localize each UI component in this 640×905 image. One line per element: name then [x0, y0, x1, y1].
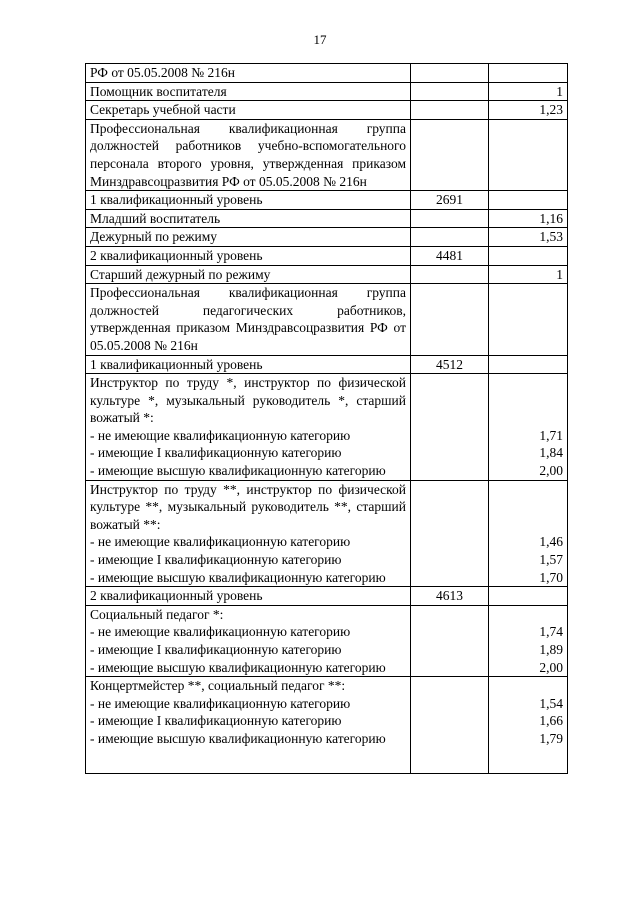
coefficient-cell: [489, 101, 568, 120]
position-text: - имеющие высшую квалификационную категорию: [90, 463, 386, 479]
coefficient-cell: [489, 246, 568, 265]
coefficient-value: 1: [556, 266, 563, 282]
position-text: 2 квалификационный уровень: [90, 247, 263, 263]
position-text: Помощник воспитателя: [90, 83, 227, 99]
position-text: 1 квалификационный уровень: [90, 356, 263, 372]
base-salary-cell: [411, 64, 489, 83]
position-cell: [86, 265, 411, 284]
coefficient-value: 1,84: [539, 445, 563, 461]
position-cell: [86, 677, 411, 774]
coefficient-value: 1: [556, 83, 563, 99]
table-row: [86, 265, 568, 284]
table-row: [86, 355, 568, 374]
position-text: - имеющие I квалификационную категорию: [90, 713, 342, 729]
position-text: - имеющие высшую квалификационную категорию: [90, 730, 386, 746]
coefficient-cell: [489, 355, 568, 374]
coefficient-value: 1,89: [539, 642, 563, 657]
coefficient-cell: [489, 605, 568, 676]
base-salary-cell: [411, 119, 489, 190]
coefficient-cell: [489, 284, 568, 355]
position-text: 1 квалификационный уровень: [90, 192, 263, 208]
base-salary-cell: [411, 82, 489, 101]
page-number: 17: [313, 32, 327, 47]
base-salary-cell: [411, 677, 489, 774]
position-cell: [86, 605, 411, 676]
base-salary-cell: [411, 605, 489, 676]
position-text: - не имеющие квалификационную категорию: [90, 427, 351, 443]
coefficient-spacer: [493, 677, 563, 695]
table-row: [86, 209, 568, 228]
position-text: Инструктор по труду *, инструктор по физической культуре *, музыкальный руководитель *, старший вожатый *:: [90, 375, 406, 426]
coefficient-value: 1,16: [539, 210, 563, 226]
position-text: - имеющие высшую квалификационную категорию: [90, 659, 386, 675]
position-cell: [86, 587, 411, 606]
position-text: Младший воспитатель: [90, 210, 221, 226]
table-row: [86, 119, 568, 190]
coefficient-value: 1,70: [539, 569, 563, 585]
coefficient-cell: [489, 374, 568, 481]
table-row: [86, 228, 568, 247]
coefficient-spacer: [493, 481, 563, 534]
base-salary-cell: 4481: [411, 246, 489, 265]
position-cell: [86, 228, 411, 247]
coefficient-cell: [489, 119, 568, 190]
coefficient-cell: [489, 82, 568, 101]
coefficient-value: 1,57: [539, 552, 563, 568]
position-text: Секретарь учебной части: [90, 102, 236, 118]
coefficient-value: 2,00: [539, 659, 563, 675]
position-cell: [86, 209, 411, 228]
coefficient-cell: [489, 64, 568, 83]
position-text: - не имеющие квалификационную категорию: [90, 624, 351, 640]
base-salary-cell: [411, 228, 489, 247]
base-salary-cell: [411, 374, 489, 481]
position-cell: [86, 284, 411, 355]
base-salary-cell: [411, 209, 489, 228]
position-cell: [86, 246, 411, 265]
table-row: [86, 587, 568, 606]
table-row: [86, 677, 568, 774]
table-row: [86, 284, 568, 355]
position-text: 2 квалификационный уровень: [90, 588, 263, 604]
base-salary-cell: [411, 101, 489, 120]
base-salary-cell: [411, 265, 489, 284]
position-cell: [86, 119, 411, 190]
position-text: - имеющие I квалификационную категорию: [90, 445, 342, 461]
coefficient-cell: [489, 228, 568, 247]
position-text: Социальный педагог *:: [90, 606, 224, 622]
base-salary-cell: 2691: [411, 191, 489, 210]
coefficient-cell: [489, 480, 568, 587]
coefficient-value: 1,23: [539, 102, 563, 118]
position-cell: [86, 355, 411, 374]
coefficient-cell: [489, 265, 568, 284]
position-cell: [86, 101, 411, 120]
position-text: Дежурный по режиму: [90, 229, 218, 245]
table-row: [86, 246, 568, 265]
position-text: - имеющие I квалификационную категорию: [90, 552, 342, 568]
coefficient-cell: [489, 209, 568, 228]
table-row: [86, 191, 568, 210]
table-row: [86, 64, 568, 83]
coefficient-value: 1,54: [539, 695, 563, 711]
position-text: - не имеющие квалификационную категорию: [90, 534, 351, 550]
table-body: [86, 64, 568, 774]
coefficient-cell: [489, 191, 568, 210]
position-cell: [86, 480, 411, 587]
position-cell: [86, 191, 411, 210]
position-text: Инструктор по труду **, инструктор по физической культуре **, музыкальный руководитель **, старший вожатый **:: [90, 481, 406, 532]
table-row: [86, 82, 568, 101]
position-text: Концертмейстер **, социальный педагог **:: [90, 678, 346, 694]
position-text: - имеющие I квалификационную категорию: [90, 642, 342, 657]
coefficient-value: 1,71: [539, 427, 563, 443]
base-salary-cell: [411, 284, 489, 355]
position-text: - не имеющие квалификационную категорию: [90, 695, 351, 711]
base-salary-cell: 4613: [411, 587, 489, 606]
base-salary-cell: 4512: [411, 355, 489, 374]
table-row: [86, 374, 568, 481]
position-text: Старший дежурный по режиму: [90, 266, 271, 282]
coefficient-value: 1,66: [539, 713, 563, 729]
coefficient-value: 1,53: [539, 229, 563, 245]
coefficient-spacer: [493, 374, 563, 427]
position-text: Профессиональная квалификационная группа должностей педагогических работников, утвержденная приказом Минздравсоцразвития РФ от 05.05.2008 № 216н: [90, 285, 406, 353]
table-row: [86, 480, 568, 587]
position-text: РФ от 05.05.2008 № 216н: [90, 65, 236, 80]
table-row: [86, 605, 568, 676]
coefficient-value: 1,46: [539, 534, 563, 550]
coefficient-value: 1,74: [539, 624, 563, 640]
coefficient-cell: [489, 677, 568, 774]
position-text: - имеющие высшую квалификационную категорию: [90, 569, 386, 585]
position-cell: [86, 374, 411, 481]
position-cell: [86, 64, 411, 83]
coefficient-value: 2,00: [539, 463, 563, 479]
position-text: Профессиональная квалификационная группа должностей работников учебно-вспомогательного персонала второго уровня, утвержденная приказом Минздравсоцразвития РФ от 05.05.2008 № 216н: [90, 120, 406, 189]
coefficient-spacer: [493, 606, 563, 624]
coefficient-cell: [489, 587, 568, 606]
base-salary-cell: [411, 480, 489, 587]
table-row: [86, 101, 568, 120]
position-cell: [86, 82, 411, 101]
salary-coefficient-table: [85, 63, 568, 774]
coefficient-value: 1,79: [539, 730, 563, 746]
